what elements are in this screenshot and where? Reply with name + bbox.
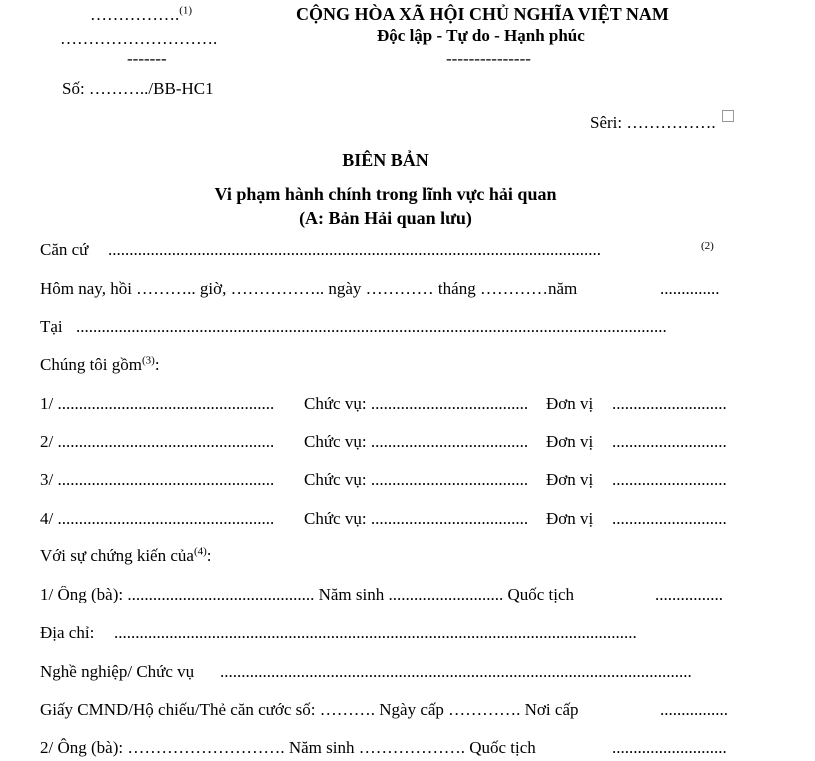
serial-checkbox[interactable] [722,110,734,122]
member-name-blank[interactable]: 1/ ................................................... [40,395,275,412]
note-2: (2) [701,240,714,252]
document-subtitle: Vi phạm hành chính trong lĩnh vực hải quan [214,184,557,204]
member-position-blank[interactable]: Chức vụ: ..................................... [304,510,529,527]
document-title: BIÊN BẢN [342,150,429,170]
member-row [40,395,727,417]
witness-2-nationality-blank[interactable]: ........................... [612,738,727,757]
member-position-blank[interactable]: Chức vụ: ..................................... [304,471,529,488]
member-unit-blank[interactable]: ........................... [612,432,727,451]
document-copy-type: (A: Bản Hải quan lưu) [299,208,472,228]
member-unit-blank[interactable]: ........................... [612,394,727,413]
member-unit-label: Đơn vị [546,432,594,451]
witness-label: Với sự chứng kiến của [40,546,194,565]
row-witness-1 [40,586,727,608]
address-label: Địa chỉ: [40,623,95,642]
tai-label: Tại [40,317,63,336]
chung-toi-colon: : [154,355,160,374]
note-1: (1) [179,4,193,17]
row-can-cu [40,241,727,263]
note-4: (4) [193,545,207,558]
hom-nay-text: Hôm nay, hồi ……….. giờ, …………….. ngày ………… tháng …………năm [40,279,578,298]
row-occupation [40,663,727,685]
id-card-text[interactable]: Giấy CMND/Hộ chiếu/Thẻ căn cước số: ………. Ngày cấp …………. Nơi cấp [40,700,579,719]
chung-toi-label: Chúng tôi gồm [40,355,143,374]
id-card-place-blank[interactable]: ................ [660,700,728,719]
row-chung-toi [40,356,727,378]
agency-line2: ………………………. [60,29,218,48]
address-blank[interactable]: ........................................................................................................................... [114,624,637,641]
hom-nay-blank[interactable]: .............. [660,279,720,298]
motto: Độc lập - Tự do - Hạnh phúc [377,26,585,45]
member-position-blank[interactable]: Chức vụ: ..................................... [304,395,529,412]
occupation-label: Nghề nghiệp/ Chức vụ [40,662,195,681]
member-name-blank[interactable]: 4/ ................................................... [40,510,275,527]
member-unit-blank[interactable]: ........................... [612,470,727,489]
can-cu-label: Căn cứ [40,240,89,259]
note-3: (3) [142,354,155,367]
row-address [40,624,727,646]
member-unit-label: Đơn vị [546,470,594,489]
member-unit-label: Đơn vị [546,509,594,528]
row-tai [40,318,727,340]
row-hom-nay [40,280,727,302]
can-cu-blank[interactable]: .................................................................................................................... [108,241,601,258]
witness-colon: : [206,546,212,565]
witness-2-text[interactable]: 2/ Ông (bà): ………………………. Năm sinh ………………. Quốc tịch [40,738,536,757]
document-number: Số: ………../BB-HC1 [62,79,214,98]
row-id-card [40,701,727,723]
member-position-blank[interactable]: Chức vụ: ..................................... [304,433,529,450]
member-row [40,510,727,532]
serial-number: Sêri: ……………. [590,113,716,132]
member-unit-label: Đơn vị [546,394,594,413]
agency-separator: ------- [127,49,167,68]
row-witness-2 [40,739,727,761]
nation-title: CỘNG HÒA XÃ HỘI CHỦ NGHĨA VIỆT NAM [296,4,669,24]
row-witness [40,547,727,569]
motto-separator: --------------- [446,49,531,68]
occupation-blank[interactable]: ............................................................................................................... [220,663,692,680]
witness-1-text[interactable]: 1/ Ông (bà): ............................................ Năm sinh ........................... Quốc tịch [40,586,575,603]
member-row [40,433,727,455]
tai-blank[interactable]: ........................................................................................................................................... [76,318,667,335]
member-unit-blank[interactable]: ........................... [612,509,727,528]
agency-line1: …………….$^{(1)}$ [90,4,193,24]
member-row [40,471,727,493]
witness-1-nationality-blank[interactable]: ................ [655,585,723,604]
member-name-blank[interactable]: 3/ ................................................... [40,471,275,488]
member-name-blank[interactable]: 2/ ................................................... [40,433,275,450]
